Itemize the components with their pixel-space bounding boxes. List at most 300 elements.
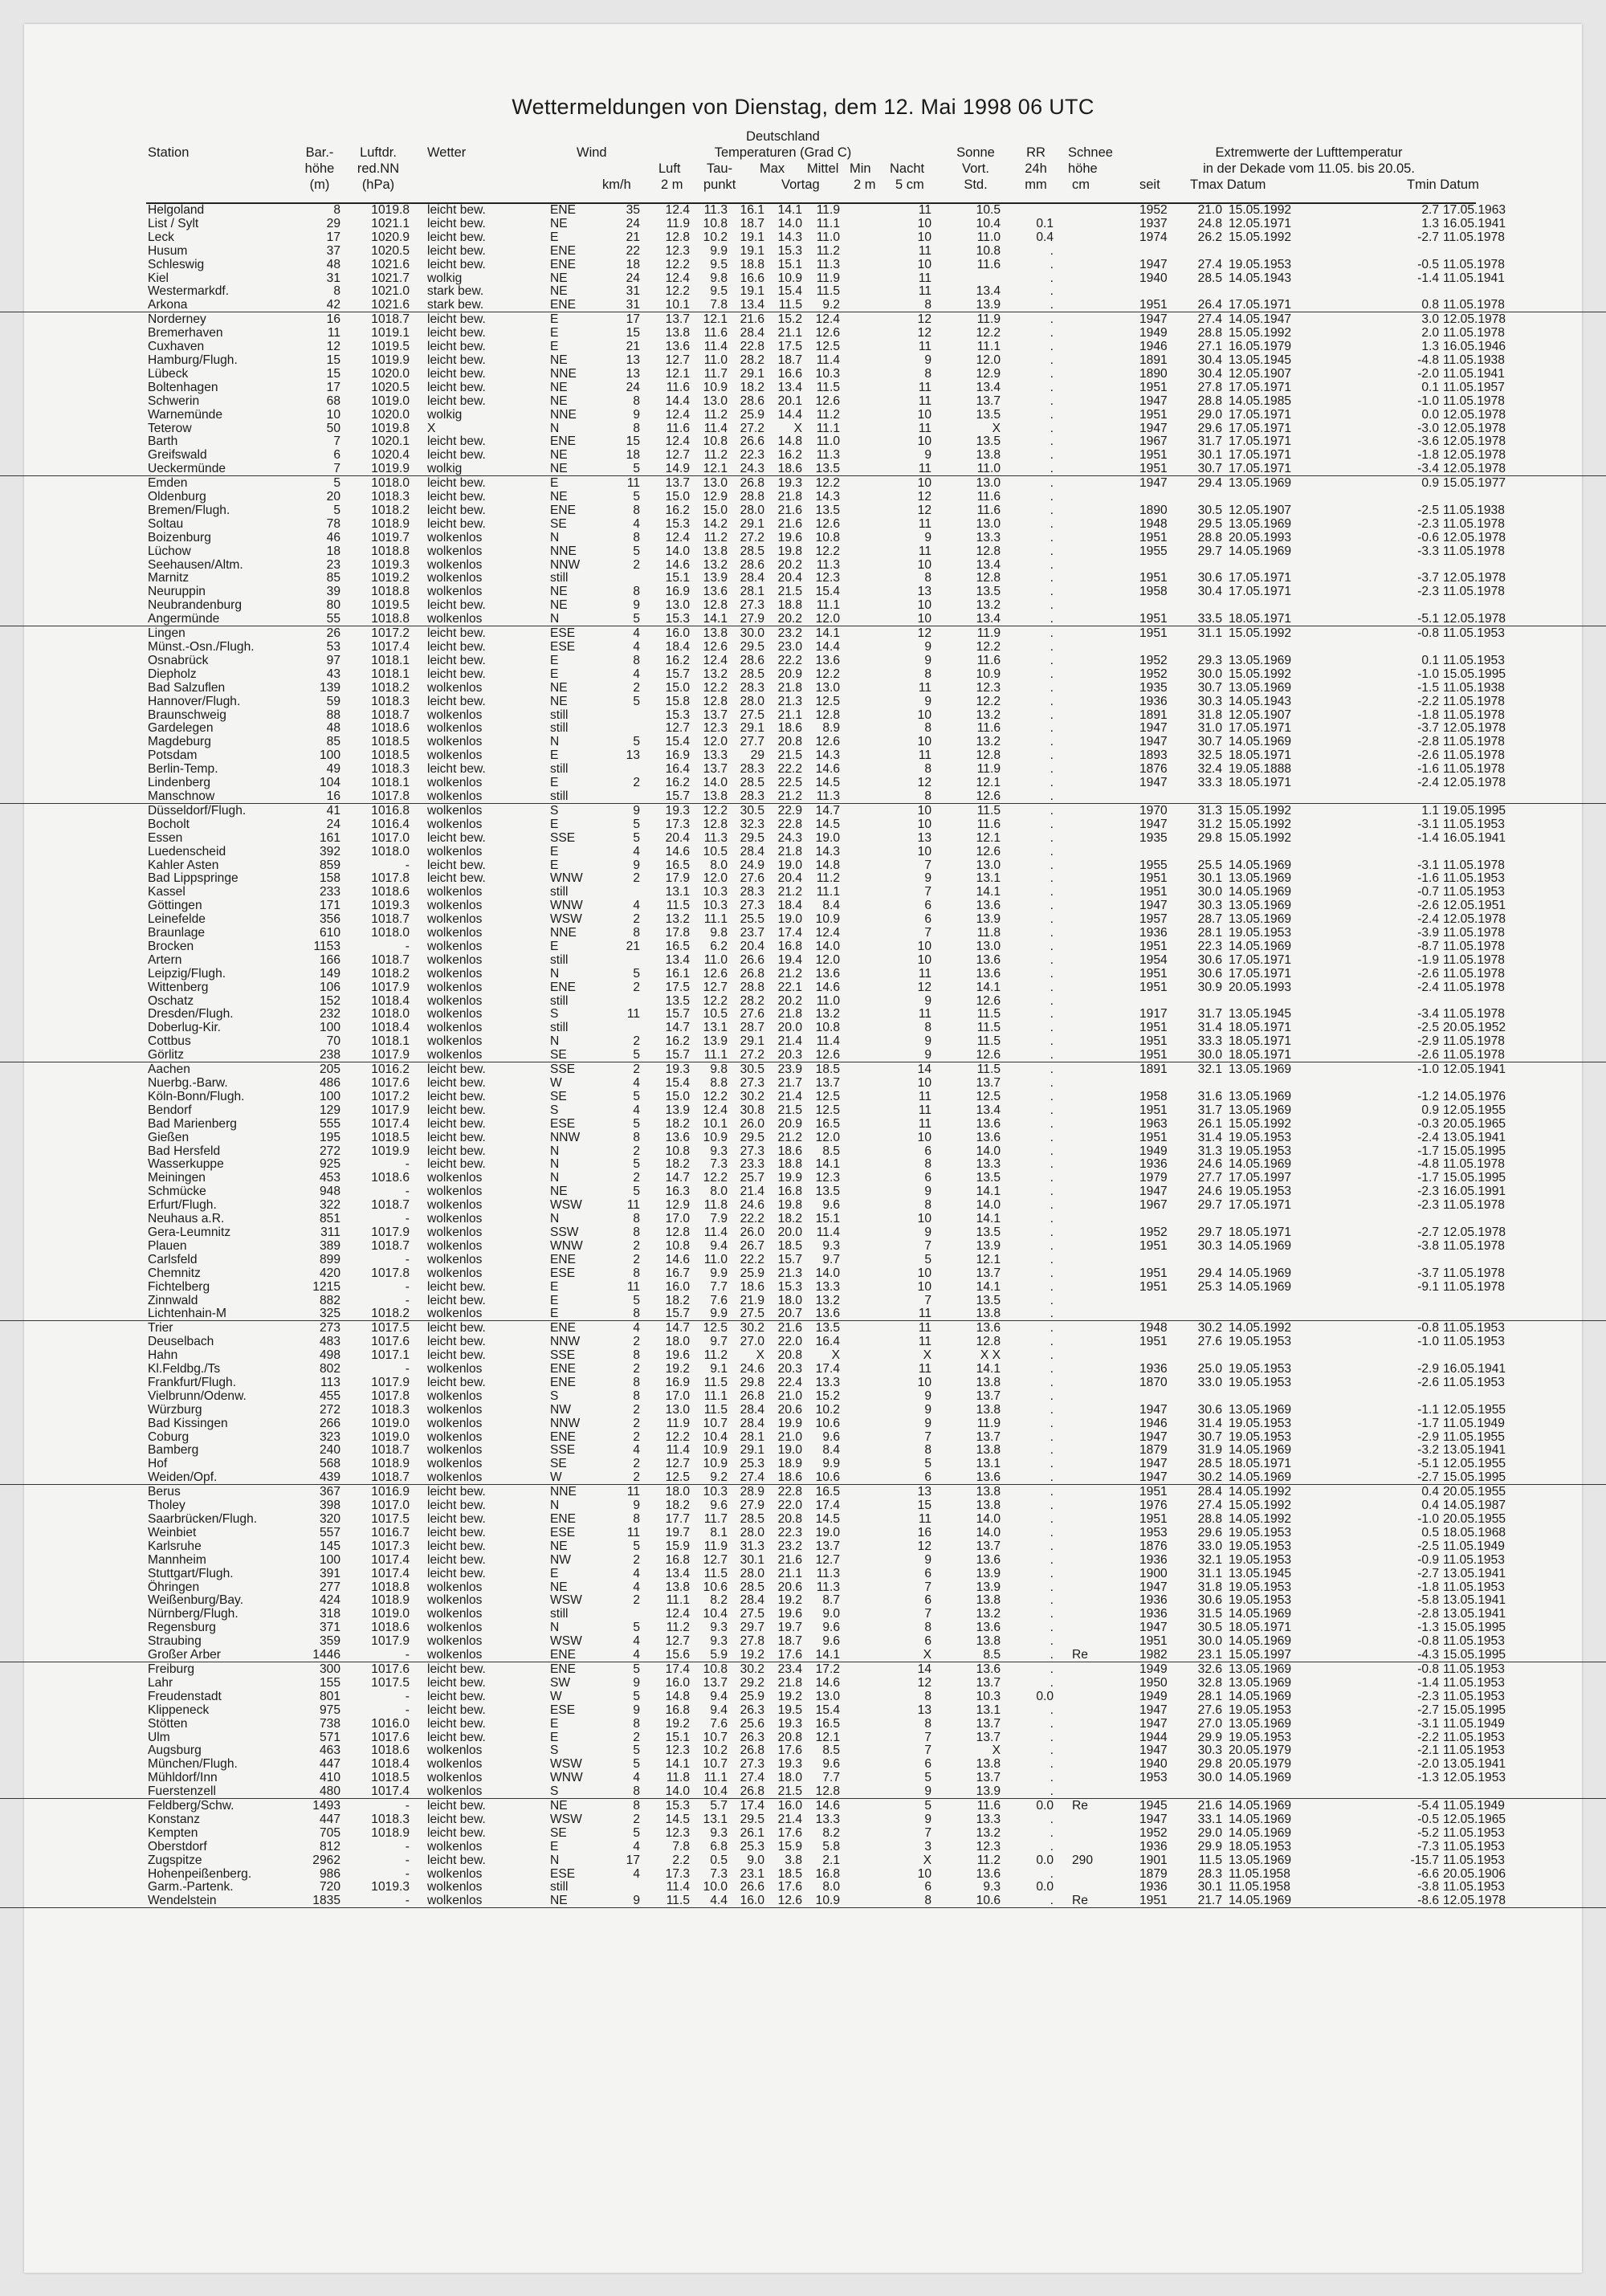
cell-tmin: -5.4 [1417, 1799, 1439, 1813]
cell-luft: 12.4 [665, 407, 690, 422]
table-row [0, 1676, 1606, 1690]
cell-nacht: 6 [924, 912, 931, 927]
cell-rr: . [1050, 1212, 1054, 1226]
cell-luft: 15.0 [665, 1089, 690, 1103]
cell-nacht: 10 [917, 1279, 931, 1294]
cell-wind-dir: WSW [550, 1198, 582, 1213]
cell-tmin-datum: 11.05.1978 [1443, 298, 1505, 312]
cell-taupunkt: 11.0 [703, 952, 728, 967]
cell-min: 11.0 [816, 434, 840, 449]
table-row [0, 1457, 1606, 1470]
cell-nacht: 10 [917, 1266, 931, 1280]
header-sonne-2: Vort. [962, 161, 989, 176]
cell-rr: . [1050, 952, 1054, 967]
cell-tmin: -3.7 [1417, 721, 1439, 736]
table-row [0, 1076, 1606, 1090]
cell-tmax-datum: 19.05.1953 [1229, 1130, 1292, 1144]
cell-wetter: wolkenlos [427, 1402, 483, 1417]
cell-barhoehe: 18 [326, 544, 340, 558]
cell-sonne: 11.9 [976, 762, 1001, 777]
cell-tmin: -2.3 [1417, 1185, 1439, 1199]
cell-wetter: wolkenlos [427, 571, 483, 585]
cell-barhoehe: 97 [326, 653, 340, 667]
cell-barhoehe: 100 [319, 1021, 340, 1035]
cell-taupunkt: 10.6 [703, 1580, 728, 1594]
cell-station: Boizenburg [148, 530, 211, 544]
cell-luft: 11.5 [666, 899, 690, 913]
cell-max: 22.2 [740, 1212, 764, 1226]
cell-wind-speed: 5 [633, 694, 640, 708]
cell-station: Schwerin [148, 394, 200, 408]
cell-mittel: 19.0 [777, 912, 802, 927]
cell-luftdruck: 1019.9 [371, 1144, 410, 1158]
cell-rr: . [1050, 448, 1054, 463]
cell-wind-dir: S [550, 803, 559, 818]
table-row [0, 1144, 1606, 1158]
cell-luftdruck: 1018.1 [371, 667, 410, 681]
cell-max: 26.8 [740, 476, 764, 491]
cell-station: Meiningen [148, 1171, 206, 1185]
cell-wind-speed: 9 [633, 1499, 640, 1513]
cell-barhoehe: 15 [326, 366, 340, 381]
cell-station: Artern [148, 952, 182, 967]
cell-sonne: 13.9 [976, 1566, 1001, 1580]
cell-taupunkt: 10.4 [703, 1429, 728, 1444]
cell-luft: 17.7 [665, 1512, 690, 1526]
cell-wind-dir: N [550, 1171, 560, 1185]
cell-barhoehe: 26 [326, 626, 340, 641]
cell-nacht: 10 [917, 598, 931, 613]
cell-wind-speed: 11 [626, 1525, 640, 1540]
cell-nacht: 11 [918, 680, 931, 695]
cell-max: 31.3 [740, 1539, 764, 1553]
cell-wind-dir: E [550, 653, 559, 667]
cell-max: 28.2 [740, 353, 764, 367]
cell-taupunkt: 13.7 [703, 762, 728, 777]
cell-tmin: 2.0 [1421, 326, 1439, 341]
cell-tmin: -5.2 [1417, 1825, 1439, 1840]
cell-wind-dir: SSW [550, 1225, 579, 1239]
table-row [0, 1376, 1606, 1389]
cell-taupunkt: 13.0 [703, 476, 728, 491]
cell-mittel: 20.4 [777, 571, 802, 585]
cell-nacht: 10 [917, 952, 931, 967]
cell-barhoehe: 145 [319, 1539, 340, 1553]
cell-station: Gießen [148, 1130, 190, 1144]
cell-tmax-datum: 14.05.1969 [1229, 1157, 1292, 1172]
cell-sonne: 13.8 [976, 1485, 1001, 1499]
cell-nacht: 3 [924, 1839, 931, 1854]
cell-station: Bad Salzuflen [148, 680, 226, 695]
cell-wind-speed: 8 [633, 1512, 640, 1526]
cell-tmin: -2.8 [1417, 1607, 1439, 1621]
cell-max: 30.5 [740, 803, 764, 818]
cell-max: 29 [750, 748, 764, 763]
table-row [0, 1703, 1606, 1717]
cell-wind-speed: 8 [633, 1784, 640, 1799]
cell-wind-speed: 2 [633, 1593, 640, 1608]
cell-luftdruck: 1018.7 [371, 912, 410, 927]
cell-nacht: 9 [924, 1048, 931, 1062]
cell-nacht: 12 [917, 312, 931, 327]
cell-luftdruck: 1018.3 [371, 490, 410, 504]
cell-wind-speed: 11 [626, 1279, 640, 1294]
cell-station: Neuruppin [148, 585, 206, 599]
cell-tmax-datum: 15.05.1992 [1229, 203, 1292, 217]
cell-min: 12.4 [815, 926, 840, 940]
cell-station: Ulm [148, 1730, 170, 1744]
cell-wetter: leicht bew. [427, 516, 486, 531]
cell-tmax-datum: 14.05.1969 [1229, 858, 1292, 872]
cell-luft: 17.9 [665, 871, 690, 886]
cell-tmax: 29.3 [1197, 653, 1222, 667]
cell-tmax-datum: 14.05.1969 [1229, 1279, 1292, 1294]
cell-station: Emden [148, 476, 188, 491]
cell-max: 27.9 [740, 1499, 764, 1513]
cell-luft: 13.4 [665, 1566, 690, 1580]
cell-taupunkt: 14.2 [703, 516, 728, 531]
cell-mittel: 21.2 [777, 789, 802, 803]
cell-station: Carlsfeld [148, 1252, 198, 1266]
cell-taupunkt: 12.8 [703, 817, 728, 831]
cell-wind-speed: 8 [633, 503, 640, 517]
cell-max: 27.8 [740, 1634, 764, 1649]
cell-wind-speed: 2 [633, 1416, 640, 1430]
cell-nacht: 7 [924, 1825, 931, 1840]
cell-max: 25.6 [740, 1716, 764, 1731]
cell-taupunkt: 7.3 [710, 1157, 728, 1172]
cell-nacht: 9 [924, 1225, 931, 1239]
cell-luft: 13.6 [665, 1130, 690, 1144]
cell-wind-speed: 24 [626, 271, 640, 285]
cell-wetter: leicht bew. [427, 1157, 486, 1172]
cell-tmin-datum: 11.05.1949 [1443, 1799, 1505, 1813]
cell-luft: 10.1 [665, 298, 690, 312]
cell-wetter: leicht bew. [427, 203, 486, 217]
cell-sonne: 13.4 [976, 1103, 1001, 1117]
cell-sonne: 12.3 [976, 1839, 1001, 1854]
cell-seit: 1951 [1139, 1266, 1168, 1280]
table-row [0, 940, 1606, 953]
cell-wind-speed: 8 [633, 1307, 640, 1321]
cell-sonne: 11.5 [976, 1007, 1001, 1022]
cell-max: 28.9 [740, 1485, 764, 1499]
header-seit: seit [1139, 177, 1160, 192]
cell-schnee: Re [1072, 1648, 1088, 1662]
cell-taupunkt: 7.6 [710, 1716, 728, 1731]
cell-max: 26.8 [740, 1784, 764, 1799]
cell-luft: 14.0 [665, 1784, 690, 1799]
cell-rr: . [1050, 993, 1054, 1008]
cell-station: Hamburg/Flugh. [148, 353, 238, 367]
cell-tmax-datum: 19.05.1953 [1229, 1703, 1292, 1717]
cell-max: 24.6 [740, 1362, 764, 1376]
cell-min: 14.5 [815, 1512, 840, 1526]
cell-nacht: 10 [917, 612, 931, 626]
cell-seit: 1951 [1139, 530, 1168, 544]
cell-tmin: -2.7 [1417, 230, 1439, 244]
cell-wetter: leicht bew. [427, 1716, 486, 1731]
cell-barhoehe: 139 [319, 680, 340, 695]
cell-tmin: -0.7 [1417, 885, 1439, 899]
cell-luftdruck: 1018.9 [371, 516, 410, 531]
cell-nacht: 8 [924, 571, 931, 585]
header-bar-3: (m) [309, 177, 330, 192]
cell-luftdruck: 1017.3 [371, 1539, 410, 1553]
cell-sonne: 12.5 [976, 1089, 1001, 1103]
table-row [0, 312, 1606, 326]
cell-taupunkt: 5.9 [710, 1648, 728, 1662]
cell-luft: 14.8 [665, 1689, 690, 1703]
cell-tmax: 30.1 [1197, 871, 1222, 886]
cell-barhoehe: 20 [326, 490, 340, 504]
cell-station: Hohenpeißenberg. [148, 1866, 252, 1881]
cell-taupunkt: 10.9 [703, 1457, 728, 1471]
cell-luftdruck: - [405, 858, 410, 872]
table-row [0, 762, 1606, 776]
cell-seit: 1951 [1139, 1034, 1168, 1049]
cell-min: 12.6 [815, 394, 840, 408]
cell-taupunkt: 9.3 [710, 1621, 728, 1635]
cell-wind-speed: 4 [633, 1648, 640, 1662]
cell-wind-dir: NE [550, 585, 568, 599]
cell-max: 27.2 [740, 530, 764, 544]
cell-sonne: 14.1 [976, 885, 1001, 899]
header-min: Min [850, 161, 871, 176]
cell-nacht: 9 [924, 1416, 931, 1430]
cell-nacht: 6 [924, 1757, 931, 1772]
cell-wind-dir: W [550, 1470, 562, 1485]
table-row [0, 1253, 1606, 1266]
cell-tmax: 31.5 [1197, 1607, 1222, 1621]
cell-tmax: 28.8 [1197, 530, 1222, 544]
cell-station: Saarbrücken/Flugh. [148, 1512, 258, 1526]
cell-wind-dir: SSE [550, 1443, 576, 1458]
cell-wind-speed: 4 [633, 516, 640, 531]
cell-seit: 1974 [1139, 230, 1168, 244]
cell-mittel: 21.0 [777, 1389, 802, 1403]
cell-wind-dir: ENE [550, 1429, 577, 1444]
cell-nacht: 8 [924, 667, 931, 681]
cell-sonne: 13.3 [976, 1157, 1001, 1172]
cell-seit: 1947 [1139, 1470, 1168, 1485]
cell-nacht: 10 [917, 230, 931, 244]
cell-luft: 12.4 [665, 203, 690, 217]
cell-min: 11.2 [816, 407, 840, 422]
cell-min: 11.0 [816, 230, 840, 244]
cell-sonne: 13.1 [976, 871, 1001, 886]
cell-wetter: leicht bew. [427, 340, 486, 354]
cell-mittel: 15.1 [777, 257, 802, 271]
cell-tmax-datum: 13.05.1969 [1229, 1675, 1292, 1690]
cell-tmin: -15.7 [1410, 1853, 1439, 1867]
cell-max: 25.9 [740, 407, 764, 422]
cell-sonne: 13.7 [976, 1675, 1001, 1690]
cell-station: Hahn [148, 1348, 178, 1363]
cell-wind-speed: 2 [633, 1144, 640, 1158]
cell-barhoehe: 7 [333, 462, 340, 476]
cell-rr: . [1050, 1416, 1054, 1430]
table-row [0, 203, 1606, 217]
cell-tmax-datum: 19.05.1953 [1229, 1730, 1292, 1744]
cell-tmin: -2.2 [1417, 1730, 1439, 1744]
cell-tmin-datum: 20.05.1955 [1443, 1485, 1506, 1499]
cell-tmax-datum: 15.05.1992 [1229, 230, 1292, 244]
cell-wind-dir: NNW [550, 1130, 581, 1144]
cell-taupunkt: 10.5 [703, 1007, 728, 1022]
cell-wetter: leicht bew. [427, 1321, 486, 1336]
cell-barhoehe: 88 [326, 708, 340, 722]
cell-mittel: 21.6 [777, 1321, 802, 1336]
cell-luftdruck: 1018.1 [371, 653, 410, 667]
cell-rr: . [1050, 1089, 1054, 1103]
cell-tmin-datum: 12.05.1955 [1443, 1103, 1506, 1117]
cell-mittel: X [793, 421, 802, 435]
cell-tmax: 30.6 [1197, 952, 1222, 967]
cell-luftdruck: 1017.6 [371, 1730, 410, 1744]
cell-barhoehe: 1835 [312, 1894, 340, 1908]
cell-tmin-datum: 11.05.1953 [1443, 871, 1505, 886]
cell-luftdruck: 1019.0 [371, 1607, 410, 1621]
cell-rr: 0.0 [1036, 1853, 1054, 1867]
cell-nacht: 7 [924, 858, 931, 872]
cell-max: 28.4 [740, 1593, 764, 1608]
cell-sonne: 14.0 [976, 1512, 1001, 1526]
cell-max: 25.5 [740, 912, 764, 927]
table-row [0, 1335, 1606, 1348]
cell-wind-speed: 4 [633, 1076, 640, 1090]
cell-luftdruck: 1016.4 [371, 817, 410, 831]
cell-nacht: 12 [917, 626, 931, 641]
cell-tmax: 31.1 [1197, 1566, 1222, 1580]
cell-wetter: wolkenlos [427, 966, 483, 981]
table-row [0, 695, 1606, 708]
cell-tmin: -3.4 [1417, 462, 1439, 476]
cell-tmax: 30.0 [1197, 1771, 1222, 1785]
cell-tmax: 30.9 [1197, 980, 1222, 994]
cell-tmax: 29.4 [1197, 476, 1222, 491]
cell-max: 27.9 [740, 612, 764, 626]
cell-tmax: 25.5 [1197, 858, 1222, 872]
table-row [0, 789, 1606, 803]
table-row [0, 1389, 1606, 1403]
cell-seit: 1879 [1139, 1443, 1168, 1458]
cell-wind-speed: 22 [626, 243, 640, 258]
cell-sonne: 13.1 [976, 1703, 1001, 1717]
cell-min: 13.2 [815, 1293, 840, 1307]
cell-luftdruck: 1019.3 [371, 557, 410, 572]
cell-mittel: 22.8 [777, 817, 802, 831]
cell-min: 16.8 [815, 1866, 840, 1881]
cell-max: 25.3 [740, 1839, 764, 1854]
cell-wind-dir: E [550, 776, 559, 790]
cell-min: 14.3 [815, 844, 840, 858]
cell-taupunkt: 8.0 [710, 1185, 728, 1199]
cell-sonne: 11.0 [976, 230, 1001, 244]
cell-tmax-datum: 14.05.1992 [1229, 1485, 1292, 1499]
cell-tmin: 0.0 [1421, 407, 1439, 422]
cell-sonne: 12.6 [976, 993, 1001, 1008]
cell-wetter: wolkenlos [427, 1362, 483, 1376]
cell-sonne: 13.5 [976, 1293, 1001, 1307]
cell-seit: 1982 [1139, 1648, 1168, 1662]
cell-max: 27.5 [740, 1307, 764, 1321]
cell-tmax: 25.0 [1197, 1362, 1222, 1376]
cell-wind-speed: 2 [633, 1034, 640, 1049]
cell-seit: 1891 [1139, 353, 1168, 367]
cell-wetter: leicht bew. [427, 762, 486, 777]
cell-min: 8.0 [822, 1880, 840, 1894]
table-row [0, 1225, 1606, 1239]
cell-luft: 12.3 [665, 1743, 690, 1758]
cell-min: 11.3 [816, 1566, 840, 1580]
cell-tmax-datum: 19.05.1953 [1229, 1580, 1292, 1594]
cell-wind-speed: 5 [633, 817, 640, 831]
cell-tmin-datum: 11.05.1978 [1443, 1279, 1505, 1294]
cell-nacht: 10 [917, 434, 931, 449]
cell-wind-speed: 5 [633, 830, 640, 845]
cell-luftdruck: 1021.7 [371, 271, 410, 285]
cell-luft: 12.7 [665, 448, 690, 463]
cell-wind-speed: 4 [633, 1634, 640, 1649]
cell-luft: 13.8 [665, 326, 690, 341]
cell-min: 11.1 [816, 216, 840, 230]
table-row [0, 1280, 1606, 1294]
cell-tmax: 26.2 [1197, 230, 1222, 244]
cell-luft: 14.1 [665, 1757, 690, 1772]
cell-luftdruck: - [405, 1252, 410, 1266]
cell-luftdruck: 1017.5 [371, 1512, 410, 1526]
cell-rr: . [1050, 1375, 1054, 1389]
cell-wind-dir: SE [550, 516, 567, 531]
cell-rr: . [1050, 708, 1054, 722]
cell-nacht: 9 [924, 1552, 931, 1567]
cell-luft: 14.6 [665, 1252, 690, 1266]
cell-tmin-datum: 20.05.1906 [1443, 1866, 1506, 1881]
cell-tmax-datum: 14.05.1969 [1229, 1825, 1292, 1840]
cell-rr: . [1050, 817, 1054, 831]
header-sonne-3: Std. [964, 177, 988, 192]
cell-tmin-datum: 11.05.1978 [1443, 1157, 1505, 1172]
cell-luft: 17.3 [665, 817, 690, 831]
cell-barhoehe: 1493 [312, 1799, 340, 1813]
cell-nacht: 9 [924, 353, 931, 367]
cell-wind-dir: S [550, 1784, 559, 1799]
cell-rr: . [1050, 612, 1054, 626]
cell-luftdruck: 1018.8 [371, 544, 410, 558]
cell-taupunkt: 5.7 [710, 1799, 728, 1813]
table-row [0, 367, 1606, 381]
cell-seit: 1945 [1139, 1799, 1168, 1813]
cell-max: 27.2 [740, 1048, 764, 1062]
cell-wetter: leicht bew. [427, 1512, 486, 1526]
cell-wind-dir: E [550, 1716, 559, 1731]
cell-min: 8.5 [822, 1144, 840, 1158]
cell-tmin: -3.4 [1417, 1007, 1439, 1022]
cell-max: 26.0 [740, 1225, 764, 1239]
cell-mittel: 18.6 [777, 462, 802, 476]
cell-luftdruck: 1018.1 [371, 1034, 410, 1049]
cell-max: 13.4 [740, 298, 764, 312]
cell-tmax: 29.6 [1197, 421, 1222, 435]
cell-luft: 16.2 [665, 503, 690, 517]
cell-nacht: 11 [918, 1362, 931, 1376]
cell-seit: 1951 [1139, 612, 1168, 626]
cell-tmax: 33.3 [1197, 1034, 1222, 1049]
cell-mittel: 22.8 [777, 1485, 802, 1499]
cell-station: Oldenburg [148, 490, 206, 504]
cell-station: Karlsruhe [148, 1539, 202, 1553]
